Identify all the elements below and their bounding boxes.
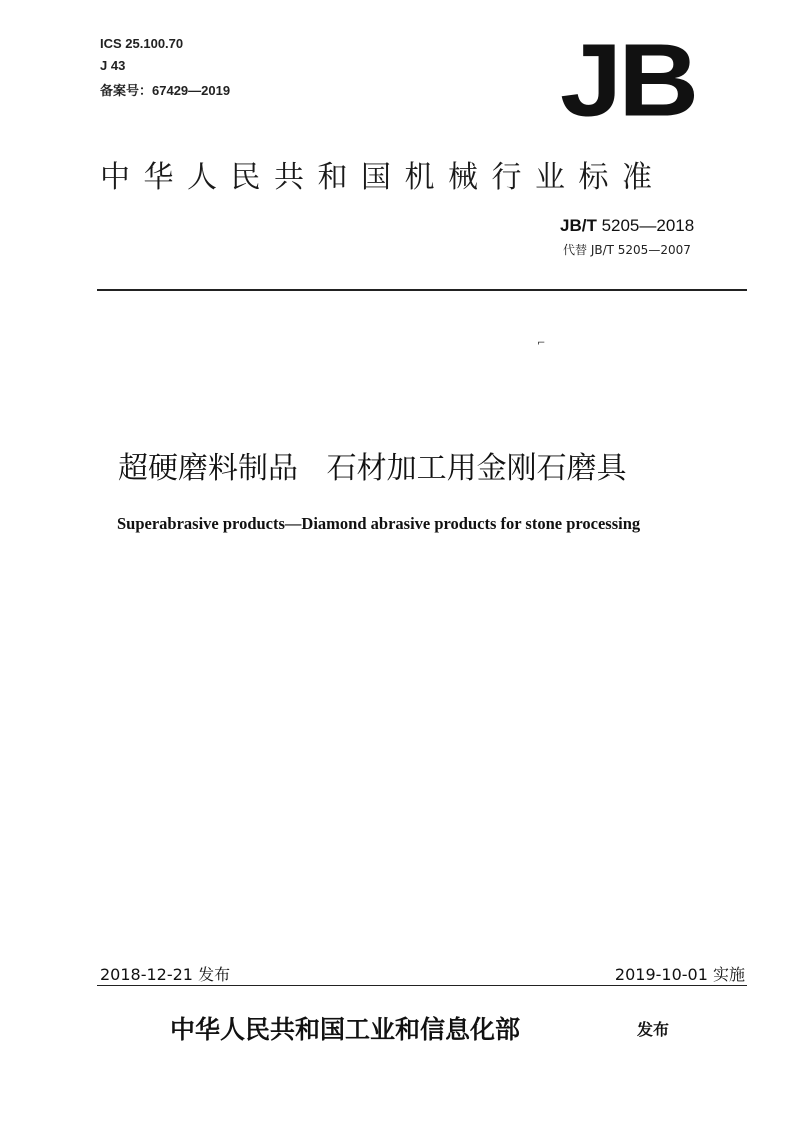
- issuing-authority-suffix: 发布: [637, 1020, 670, 1039]
- classification-code: J 43: [100, 58, 126, 73]
- scan-mark: ⌐: [537, 338, 546, 349]
- replaces-standard: 代替 JB/T 5205—2007: [563, 243, 691, 257]
- standard-number-prefix: JB/T: [560, 216, 597, 235]
- standard-category-title: 中华人民共和国机械行业标准: [100, 160, 666, 195]
- jb-logo: JB: [560, 22, 696, 138]
- document-title-english: Superabrasive products—Diamond abrasive products for stone processing: [117, 514, 641, 533]
- standard-number-rest: 5205—2018: [596, 216, 695, 235]
- header-divider: [97, 289, 747, 291]
- standard-number: [560, 216, 694, 236]
- issue-date: 2018-12-21 发布: [100, 965, 231, 984]
- footer-divider: [97, 985, 747, 986]
- issuing-authority: 中华人民共和国工业和信息化部: [170, 1015, 521, 1044]
- ics-code: ICS 25.100.70: [100, 36, 184, 51]
- document-title-chinese: 超硬磨料制品 石材加工用金刚石磨具: [118, 451, 627, 486]
- filing-number: 备案号：67429—2019: [100, 83, 231, 98]
- implementation-date: 2019-10-01 实施: [614, 965, 745, 984]
